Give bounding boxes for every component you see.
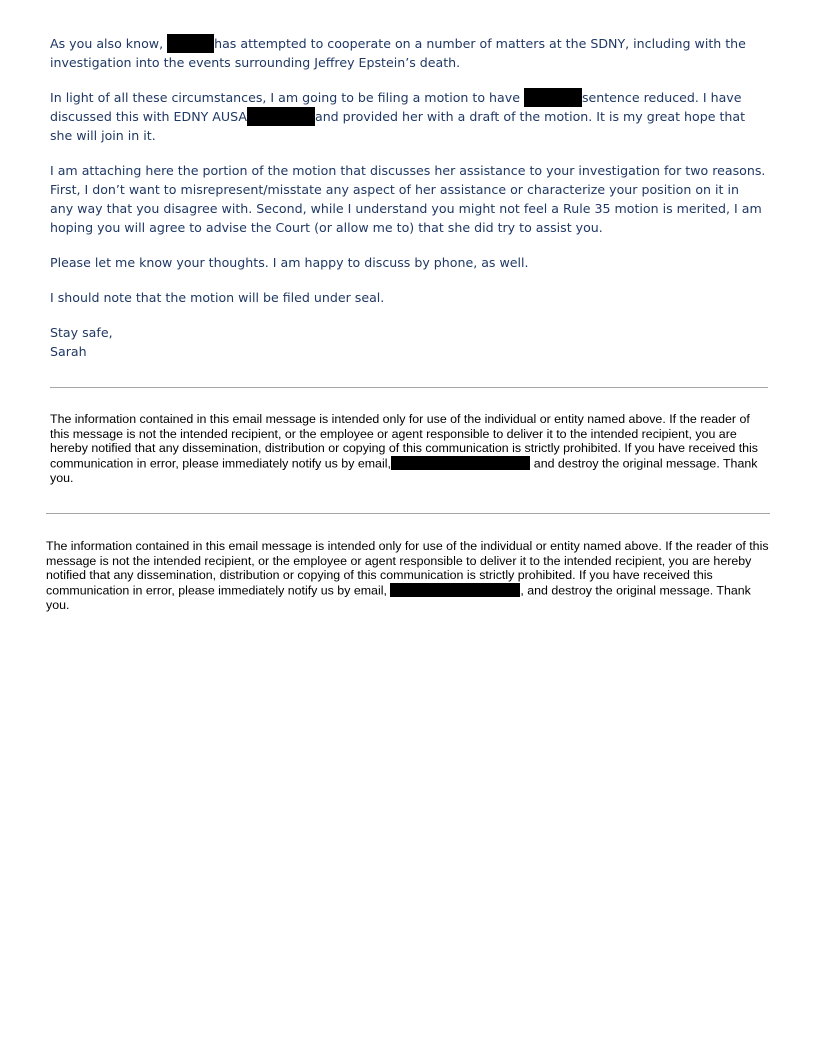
redaction-box: [247, 107, 315, 126]
paragraph-thoughts: Please let me know your thoughts. I am happy to discuss by phone, as well.: [50, 255, 529, 270]
closing: Stay safe,: [50, 325, 113, 340]
paragraph-attachment: I am attaching here the portion of the motion that discusses her assistance to your investigation for two reasons. First, I don’t want to misrepresent/misstate any aspect of her assistance or characterize your position on it in any way that you disagree with. Second, while I understand you might not feel a Rule 35 motion is merited, I am hoping you will agree to advise the Court (or allow me to) that she did try to assist you.: [50, 163, 766, 235]
signature: Sarah: [50, 344, 87, 359]
paragraph-seal: I should note that the motion will be filed under seal.: [50, 290, 385, 305]
divider: [46, 513, 770, 514]
redaction-box: [167, 34, 214, 53]
paragraph-motion: In light of all these circumstances, I am going to be filing a motion to have sentence reduced. I have discussed this with EDNY AUSA and provided her with a draft of the motion. It is my great hope that she will join in it.: [50, 90, 746, 143]
redaction-box: [391, 456, 530, 471]
email-body: [50, 34, 766, 361]
confidentiality-notice: The information contained in this email message is intended only for use of the individual or entity named above. If the reader of this message is not the intended recipient, or the employee or agent responsible to deliver it to the intended recipient, you are hereby notified that any dissemination, distribution or copying of this communication is strictly prohibited. If you have received this communication in error, please immediately notify us by email, , and destroy the original message. Thank you.: [46, 539, 769, 612]
confidentiality-notice: The information contained in this email message is intended only for use of the individual or entity named above. If the reader of this message is not the intended recipient, or the employee or agent responsible to deliver it to the intended recipient, you are hereby notified that any dissemination, distribution or copying of this communication is strictly prohibited. If you have received this communication in error, please immediately notify us by email, and destroy the original message. Thank you.: [50, 412, 759, 485]
paragraph-cooperation: As you also know, has attempted to cooperate on a number of matters at the SDNY, including with the investigation into the events surrounding Jeffrey Epstein’s death.: [50, 36, 746, 70]
redaction-box: [390, 583, 520, 598]
divider: [50, 387, 768, 388]
redaction-box: [524, 88, 582, 107]
